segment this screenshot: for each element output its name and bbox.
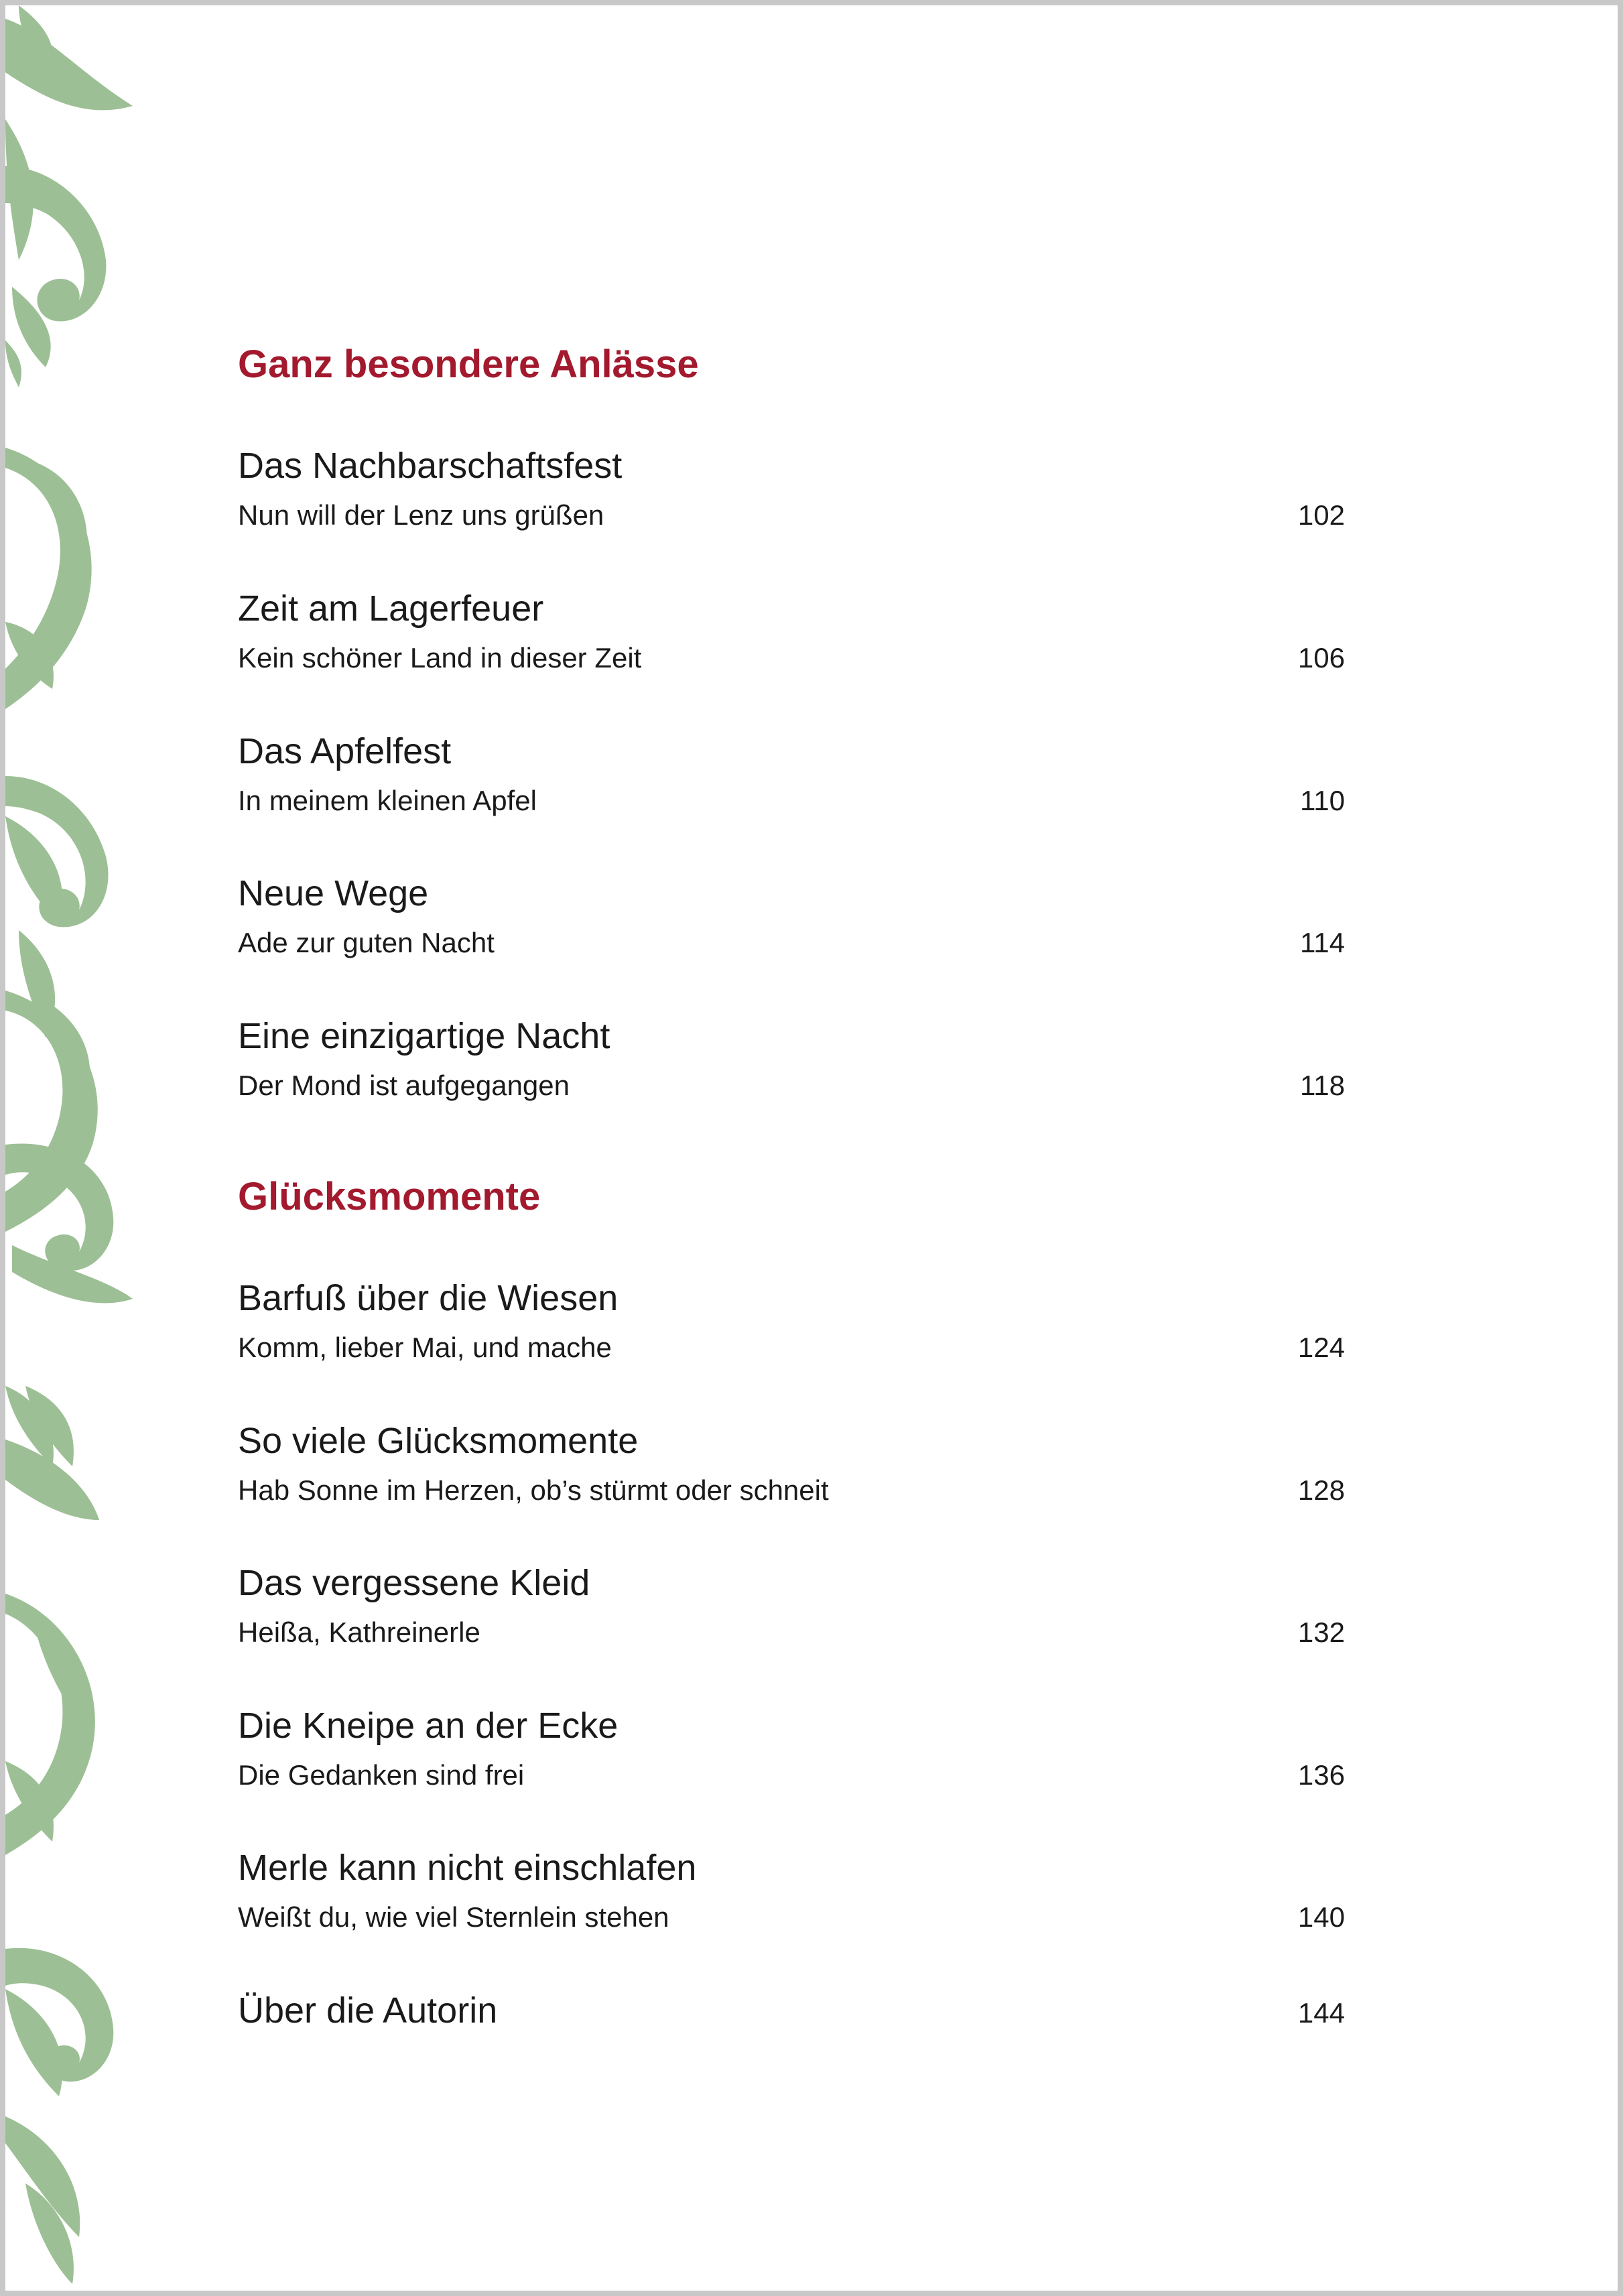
entry-page-number: 144 [1297, 1997, 1345, 2029]
entry-page-number: 124 [1297, 1332, 1345, 1363]
entry-page-number: 114 [1300, 927, 1345, 958]
entry-title: Über die Autorin [238, 1990, 498, 2031]
entry-subtitle: Weißt du, wie viel Sternlein stehen [238, 1901, 669, 1933]
entry-title: So viele Glücksmomente [238, 1421, 639, 1461]
entry-page-number: 102 [1297, 499, 1345, 531]
entry-page-number: 136 [1297, 1759, 1345, 1791]
entry-subtitle: Ade zur guten Nacht [238, 927, 495, 958]
section-heading: Glücksmomente [238, 1175, 541, 1218]
entry-title: Das Nachbarschaftsfest [238, 446, 623, 486]
entry-subtitle: In meinem kleinen Apfel [238, 785, 537, 816]
entry-title: Eine einzigartige Nacht [238, 1016, 610, 1056]
entry-subtitle: Hab Sonne im Herzen, ob’s stürmt oder schneit [238, 1474, 829, 1506]
entry-subtitle: Komm, lieber Mai, und mache [238, 1332, 612, 1363]
entry-title: Merle kann nicht einschlafen [238, 1848, 697, 1888]
entry-page-number: 140 [1297, 1901, 1345, 1933]
floral-ornament-decoration [5, 5, 139, 2291]
entry-page-number: 110 [1300, 785, 1345, 816]
entry-title: Das vergessene Kleid [238, 1563, 590, 1603]
entry-page-number: 132 [1297, 1616, 1345, 1648]
entry-subtitle: Heißa, Kathreinerle [238, 1616, 480, 1648]
entry-page-number: 118 [1300, 1070, 1345, 1101]
entry-page-number: 128 [1297, 1474, 1345, 1506]
entry-subtitle: Nun will der Lenz uns grüßen [238, 499, 604, 531]
section-heading: Ganz besondere Anlässe [238, 342, 699, 386]
entry-subtitle: Die Gedanken sind frei [238, 1759, 525, 1791]
entry-title: Barfuß über die Wiesen [238, 1278, 619, 1318]
entry-title: Zeit am Lagerfeuer [238, 588, 544, 629]
entry-subtitle: Der Mond ist aufgegangen [238, 1070, 570, 1101]
entry-title: Die Kneipe an der Ecke [238, 1706, 619, 1746]
entry-page-number: 106 [1297, 642, 1345, 674]
entry-title: Das Apfelfest [238, 731, 452, 771]
entry-title: Neue Wege [238, 873, 429, 913]
entry-subtitle: Kein schöner Land in dieser Zeit [238, 642, 642, 674]
